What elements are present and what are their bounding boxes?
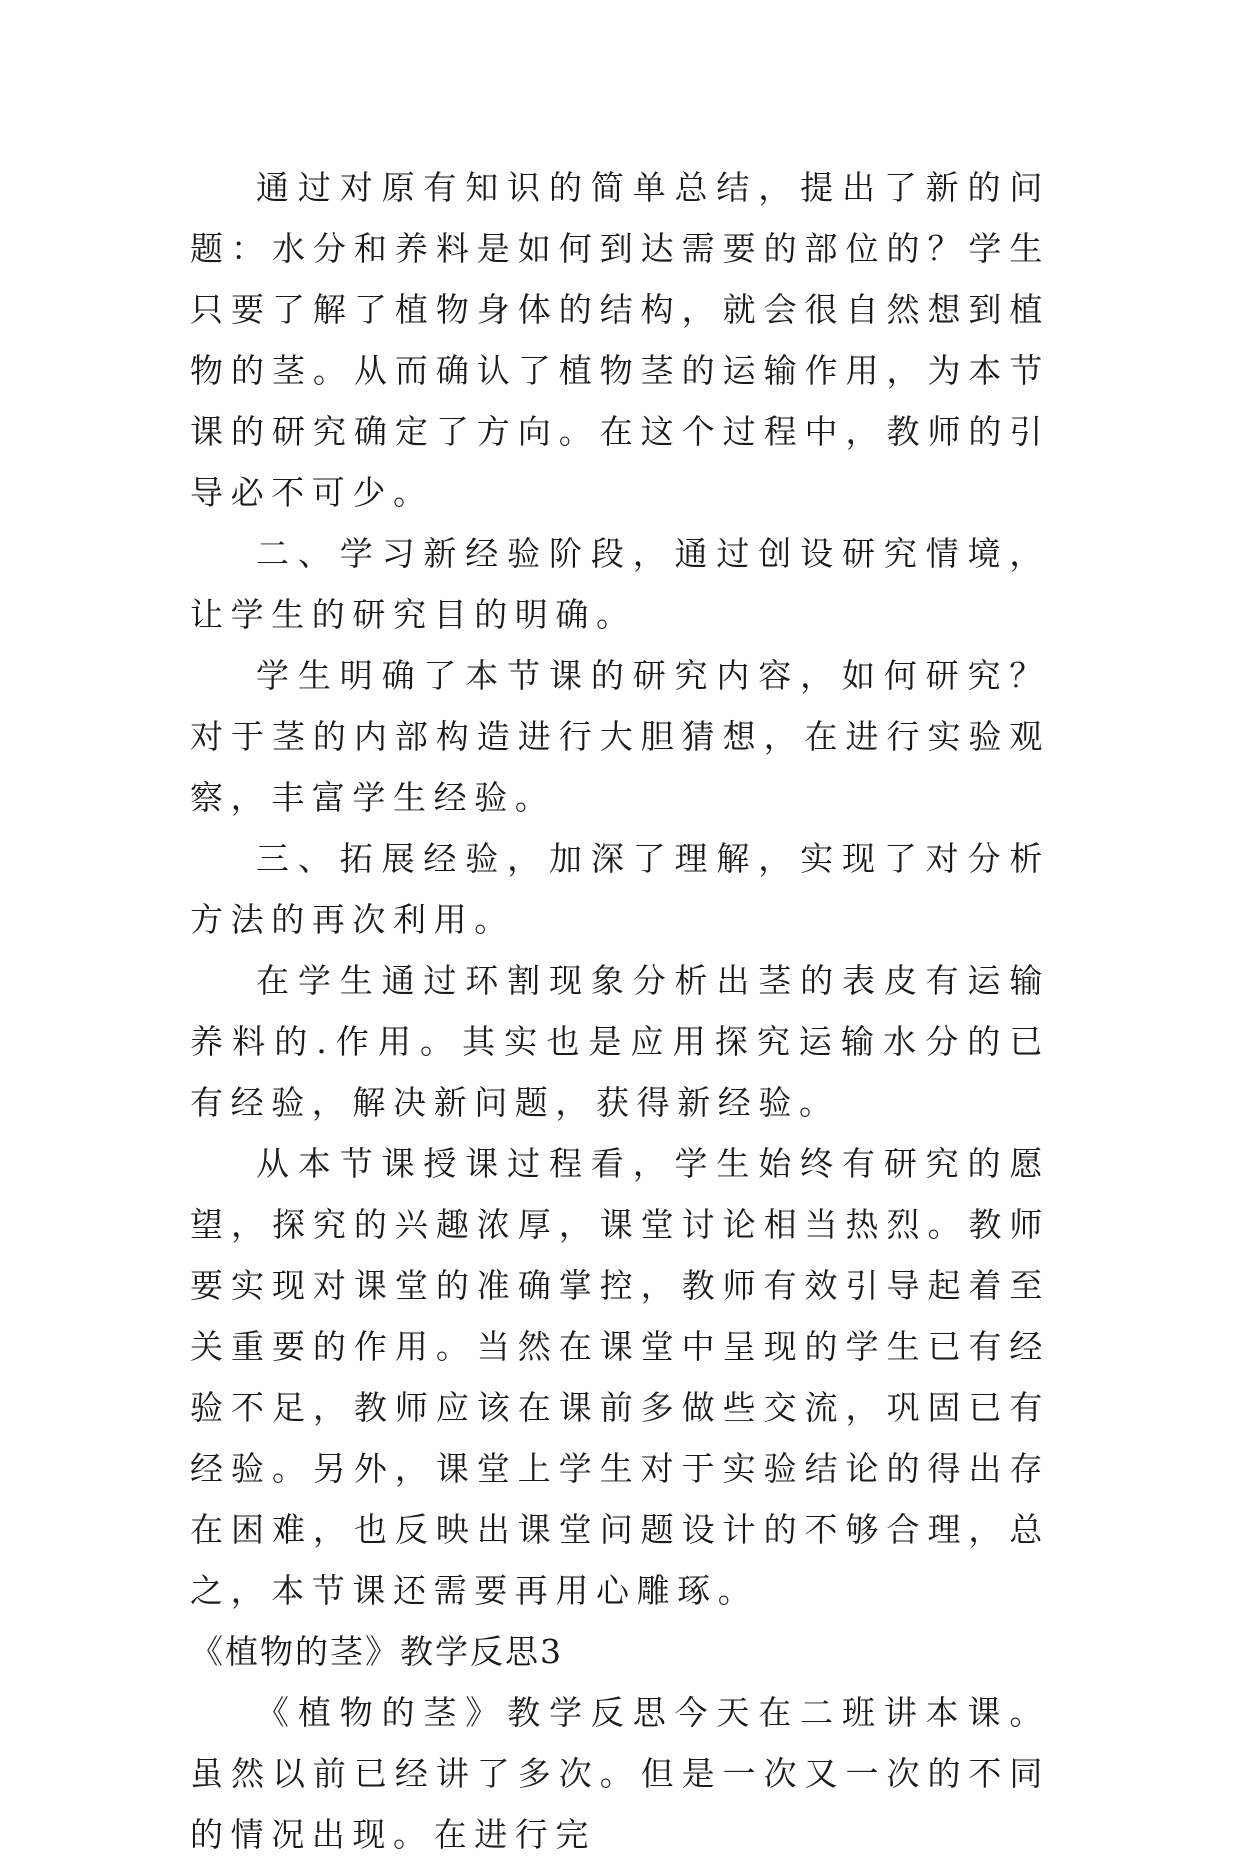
document-body <box>190 157 1050 1865</box>
paragraph-girdling-analysis: 在学生通过环割现象分析出茎的表皮有运输养料的.作用。其实也是应用探究运输水分的已有经验，解决新问题，获得新经验。 <box>190 961 1050 1122</box>
paragraph-point-two: 二、学习新经验阶段，通过创设研究情境，让学生的研究目的明确。 <box>190 534 1050 634</box>
section-heading: 《植物的茎》教学反思3 <box>190 1632 563 1671</box>
paragraph-intro-summary: 通过对原有知识的简单总结，提出了新的问题：水分和养料是如何到达需要的部位的？学生只要了解了植物身体的结构，就会很自然想到植物的茎。从而确认了植物茎的运输作用，为本节课的研究确定了方向。在这个过程中，教师的引导必不可少。 <box>190 168 1050 512</box>
paragraph-research-content: 学生明确了本节课的研究内容，如何研究？对于茎的内部构造进行大胆猜想，在进行实验观察，丰富学生经验。 <box>190 656 1050 817</box>
paragraph-reflection-three-start: 《植物的茎》教学反思今天在二班讲本课。虽然以前已经讲了多次。但是一次又一次的不同的情况出现。在进行完 <box>190 1693 1050 1854</box>
paragraph-point-three: 三、拓展经验，加深了理解，实现了对分析方法的再次利用。 <box>190 839 1050 939</box>
paragraph-lesson-reflection: 从本节课授课过程看，学生始终有研究的愿望，探究的兴趣浓厚，课堂讨论相当热烈。教师要实现对课堂的准确掌控，教师有效引导起着至关重要的作用。当然在课堂中呈现的学生已有经验不足，教师应该在课前多做些交流，巩固已有经验。另外，课堂上学生对于实验结论的得出存在困难，也反映出课堂问题设计的不够合理，总之，本节课还需要再用心雕琢。 <box>190 1144 1050 1610</box>
